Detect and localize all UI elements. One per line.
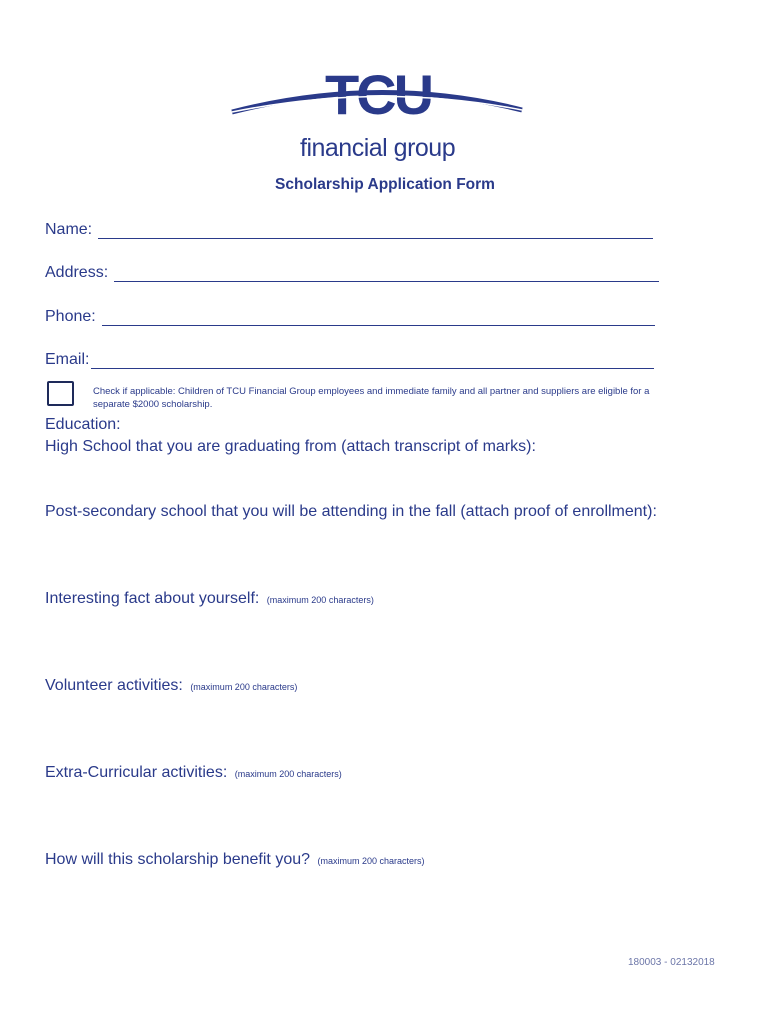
address-input-line[interactable] <box>114 267 659 282</box>
email-field[interactable] <box>45 351 654 369</box>
name-input-line[interactable] <box>98 224 653 239</box>
volunteer-label: Volunteer activities: <box>45 677 183 694</box>
volunteer-question <box>45 677 297 695</box>
extracurricular-question <box>45 764 342 782</box>
tcu-logo <box>230 62 525 167</box>
phone-label: Phone: <box>45 308 96 325</box>
email-input-line[interactable] <box>91 354 654 369</box>
svg-text:TCU: TCU <box>324 63 432 126</box>
high-school-label: High School that you are graduating from (attach transcript of marks): <box>45 438 536 455</box>
post-secondary-label: Post-secondary school that you will be attending in the fall (attach proof of enrollment): <box>45 503 657 520</box>
interesting-fact-hint: (maximum 200 characters) <box>266 595 374 605</box>
phone-field[interactable] <box>45 308 655 326</box>
checkbox-note: Check if applicable: Children of TCU Financial Group employees and immediate family and all partner and suppliers are eligible for a separate $2000 scholarship. <box>93 386 650 410</box>
benefit-label: How will this scholarship benefit you? <box>45 851 311 868</box>
benefit-hint: (maximum 200 characters) <box>317 856 425 866</box>
address-label: Address: <box>45 264 109 281</box>
name-field[interactable] <box>45 221 653 239</box>
email-label: Email: <box>45 351 90 368</box>
phone-input-line[interactable] <box>102 311 655 326</box>
extracurricular-label: Extra-Curricular activities: <box>45 764 228 781</box>
benefit-question <box>45 851 425 869</box>
extracurricular-hint: (maximum 200 characters) <box>234 769 342 779</box>
name-label: Name: <box>45 221 93 238</box>
address-field[interactable] <box>45 264 659 282</box>
employee-family-checkbox[interactable] <box>47 381 74 406</box>
education-heading: Education: <box>45 416 121 433</box>
interesting-fact-question <box>45 590 374 608</box>
interesting-fact-label: Interesting fact about yourself: <box>45 590 260 607</box>
volunteer-hint: (maximum 200 characters) <box>190 682 298 692</box>
logo-subtitle: financial group <box>300 134 456 162</box>
form-code: 180003 - 02132018 <box>628 957 715 968</box>
tcu-logo-mark <box>230 62 525 128</box>
form-title: Scholarship Application Form <box>275 176 495 193</box>
